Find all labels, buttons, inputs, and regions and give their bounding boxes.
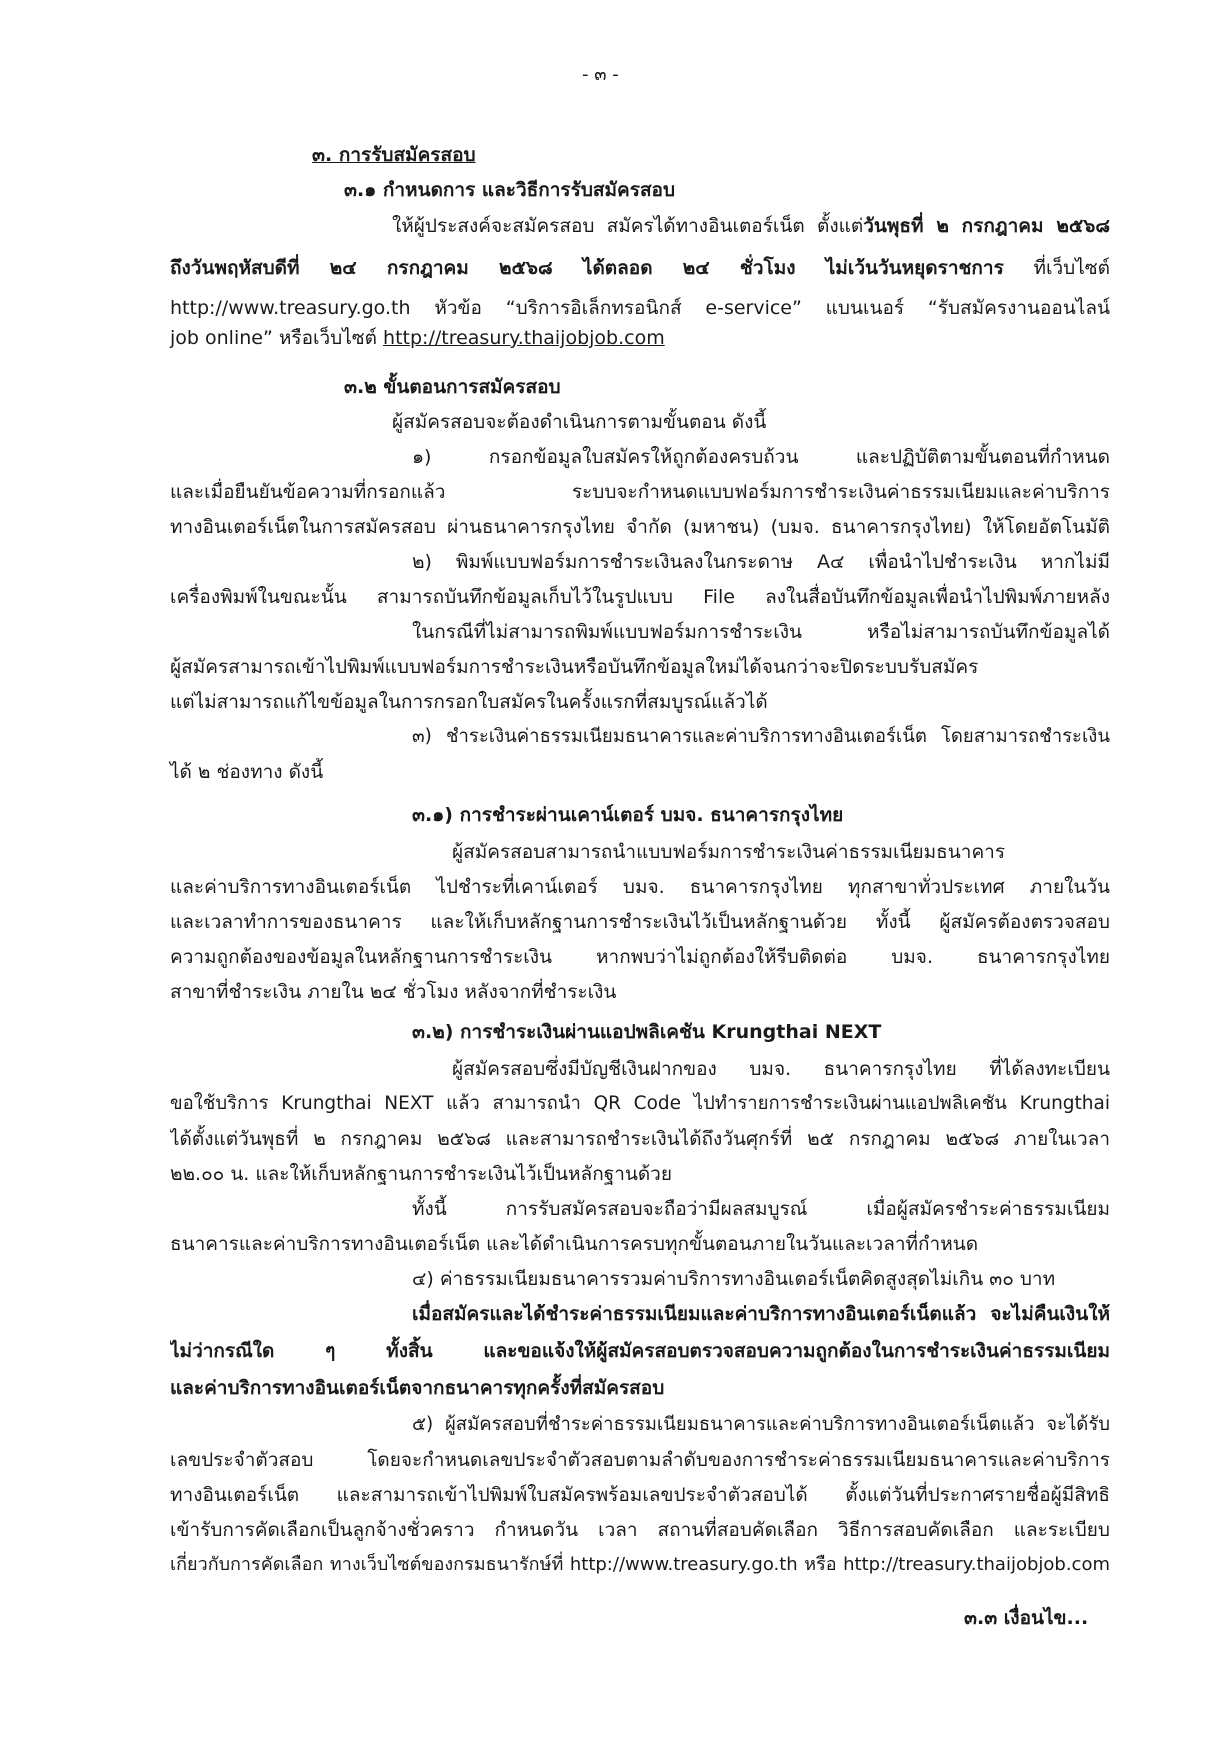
step1-line-3: ทางอินเตอร์เน็ตในการสมัครสอบ ผ่านธนาคารกรุงไทย จำกัด (มหาชน) (บมจ. ธนาคารกรุงไทย) ให้โดยอัตโนมัติ [170, 516, 1110, 538]
completion-line-1: ทั้งนี้ การรับสมัครสอบจะถือว่ามีผลสมบูรณ์ เมื่อผู้สมัครชำระค่าธรรมเนียม [412, 1198, 1110, 1220]
step5-line-5: เกี่ยวกับการคัดเลือก ทางเว็บไซต์ของกรมธนารักษ์ที่ http://www.treasury.go.th หรือ http://treasury.thaijobjob.com [170, 1554, 1110, 1575]
no-refund-line-2: ไม่ว่ากรณีใด ๆ ทั้งสิ้น และขอแจ้งให้ผู้สมัครสอบตรวจสอบความถูกต้องในการชำระเงินค่าธรรมเนียม [170, 1340, 1110, 1362]
step2-line-2: เครื่องพิมพ์ในขณะนั้น สามารถบันทึกข้อมูลเก็บไว้ในรูปแบบ File ลงในสื่อบันทึกข้อมูลเพื่อนำไปพิมพ์ภายหลัง [170, 586, 1110, 608]
para-3-1-line-4: job online” หรือเว็บไซต์ http://treasury.thaijobjob.com [170, 327, 665, 349]
step1-line-2: และเมื่อยืนยันข้อความที่กรอกแล้ว ระบบจะกำหนดแบบฟอร์มการชำระเงินค่าธรรมเนียมและค่าบริการ [170, 481, 1110, 503]
subsection-3-1-heading: ๓.๑ กำหนดการ และวิธีการรับสมัครสอบ [344, 179, 676, 201]
para-3-1-line-2: ถึงวันพฤหัสบดีที่ ๒๔ กรกฎาคม ๒๕๖๘ ได้ตลอด ๒๔ ชั่วโมง ไม่เว้นวันหยุดราชการ ที่เว็บไซต์ [170, 257, 1110, 279]
steps-intro: ผู้สมัครสอบจะต้องดำเนินการตามขั้นตอน ดังนี้ [392, 411, 767, 433]
continuation-text: ๓.๓ เงื่อนไข... [964, 1607, 1089, 1629]
page-number: - ๓ - [582, 64, 619, 85]
step5-line-1: ๕) ผู้สมัครสอบที่ชำระค่าธรรมเนียมธนาคารและค่าบริการทางอินเตอร์เน็ตแล้ว จะได้รับ [412, 1414, 1110, 1435]
no-refund-line-3: และค่าบริการทางอินเตอร์เน็ตจากธนาคารทุกครั้งที่สมัครสอบ [170, 1377, 665, 1399]
channel-1-line-1: ผู้สมัครสอบสามารถนำแบบฟอร์มการชำระเงินค่าธรรมเนียมธนาคาร [452, 841, 1006, 863]
step5-line-3: ทางอินเตอร์เน็ต และสามารถเข้าไปพิมพ์ใบสมัครพร้อมเลขประจำตัวสอบได้ ตั้งแต่วันที่ประกาศรายชื่อผู้มีสิทธิ [170, 1484, 1110, 1506]
channel-1-line-5: สาขาที่ชำระเงิน ภายใน ๒๔ ชั่วโมง หลังจากที่ชำระเงิน [170, 981, 617, 1003]
para-3-1-line-3: http://www.treasury.go.th หัวข้อ “บริการอิเล็กทรอนิกส์ e-service” แบนเนอร์ “รับสมัครงานออนไลน์ [170, 297, 1110, 319]
step3-line-1: ๓) ชำระเงินค่าธรรมเนียมธนาคารและค่าบริการทางอินเตอร์เน็ต โดยสามารถชำระเงิน [412, 726, 1110, 747]
step5-line-4: เข้ารับการคัดเลือกเป็นลูกจ้างชั่วคราว กำหนดวัน เวลา สถานที่สอบคัดเลือก วิธีการสอบคัดเลือก และระเบียบ [170, 1519, 1110, 1541]
channel-1-line-2: และค่าบริการทางอินเตอร์เน็ต ไปชำระที่เคาน์เตอร์ บมจ. ธนาคารกรุงไทย ทุกสาขาทั่วประเทศ ภายในวัน [170, 876, 1110, 898]
section-title [312, 140, 476, 170]
channel-1-heading: ๓.๑) การชำระผ่านเคาน์เตอร์ บมจ. ธนาคารกรุงไทย [412, 804, 844, 826]
step5-line-2: เลขประจำตัวสอบ โดยจะกำหนดเลขประจำตัวสอบตามลำดับของการชำระค่าธรรมเนียมธนาคารและค่าบริการ [170, 1449, 1110, 1471]
channel-2-line-1: ผู้สมัครสอบซึ่งมีบัญชีเงินฝากของ บมจ. ธนาคารกรุงไทย ที่ได้ลงทะเบียน [452, 1058, 1110, 1080]
channel-1-line-4: ความถูกต้องของข้อมูลในหลักฐานการชำระเงิน หากพบว่าไม่ถูกต้องให้รีบติดต่อ บมจ. ธนาคารกรุงไทย [170, 946, 1110, 968]
step2-line-1: ๒) พิมพ์แบบฟอร์มการชำระเงินลงในกระดาษ A๔ เพื่อนำไปชำระเงิน หากไม่มี [412, 551, 1110, 573]
subsection-3-2-heading: ๓.๒ ขั้นตอนการสมัครสอบ [344, 376, 561, 398]
step1-line-1: ๑) กรอกข้อมูลใบสมัครให้ถูกต้องครบถ้วน และปฏิบัติตามขั้นตอนที่กำหนด [412, 446, 1110, 468]
channel-2-line-4: ๒๒.๐๐ น. และให้เก็บหลักฐานการชำระเงินไว้เป็นหลักฐานด้วย [170, 1163, 672, 1185]
para-3-1-line-1: ให้ผู้ประสงค์จะสมัครสอบ สมัครได้ทางอินเตอร์เน็ต ตั้งแต่วันพุธที่ ๒ กรกฎาคม ๒๕๖๘ [392, 215, 1110, 237]
channel-2-line-3: ได้ตั้งแต่วันพุธที่ ๒ กรกฎาคม ๒๕๖๘ และสามารถชำระเงินได้ถึงวันศุกร์ที่ ๒๕ กรกฎาคม ๒๕๖๘ ภายในเวลา [170, 1128, 1110, 1150]
channel-1-line-3: และเวลาทำการของธนาคาร และให้เก็บหลักฐานการชำระเงินไว้เป็นหลักฐานด้วย ทั้งนี้ ผู้สมัครต้องตรวจสอบ [170, 911, 1110, 933]
step2-line-5: แต่ไม่สามารถแก้ไขข้อมูลในการกรอกใบสมัครในครั้งแรกที่สมบูรณ์แล้วได้ [170, 691, 768, 713]
step4-line: ๔) ค่าธรรมเนียมธนาคารรวมค่าบริการทางอินเตอร์เน็ตคิดสูงสุดไม่เกิน ๓๐ บาท [412, 1268, 1056, 1290]
channel-2-line-2: ขอใช้บริการ Krungthai NEXT แล้ว สามารถนำ QR Code ไปทำรายการชำระเงินผ่านแอปพลิเคชัน Krungthai [170, 1093, 1110, 1114]
completion-line-2: ธนาคารและค่าบริการทางอินเตอร์เน็ต และได้ดำเนินการครบทุกขั้นตอนภายในวันและเวลาที่กำหนด [170, 1233, 979, 1255]
thaijobjob-link[interactable]: http://treasury.thaijobjob.com [383, 327, 665, 349]
step2-line-3: ในกรณีที่ไม่สามารถพิมพ์แบบฟอร์มการชำระเงิน หรือไม่สามารถบันทึกข้อมูลได้ [412, 621, 1110, 643]
no-refund-line-1: เมื่อสมัครและได้ชำระค่าธรรมเนียมและค่าบริการทางอินเตอร์เน็ตแล้ว จะไม่คืนเงินให้ [412, 1303, 1110, 1325]
channel-2-heading: ๓.๒) การชำระเงินผ่านแอปพลิเคชัน Krungthai NEXT [412, 1021, 882, 1043]
section-title-text: ๓. การรับสมัครสอบ [312, 144, 476, 166]
step2-line-4: ผู้สมัครสามารถเข้าไปพิมพ์แบบฟอร์มการชำระเงินหรือบันทึกข้อมูลใหม่ได้จนกว่าจะปิดระบบรับสมัคร [170, 656, 979, 678]
step3-line-2: ได้ ๒ ช่องทาง ดังนี้ [170, 761, 324, 783]
